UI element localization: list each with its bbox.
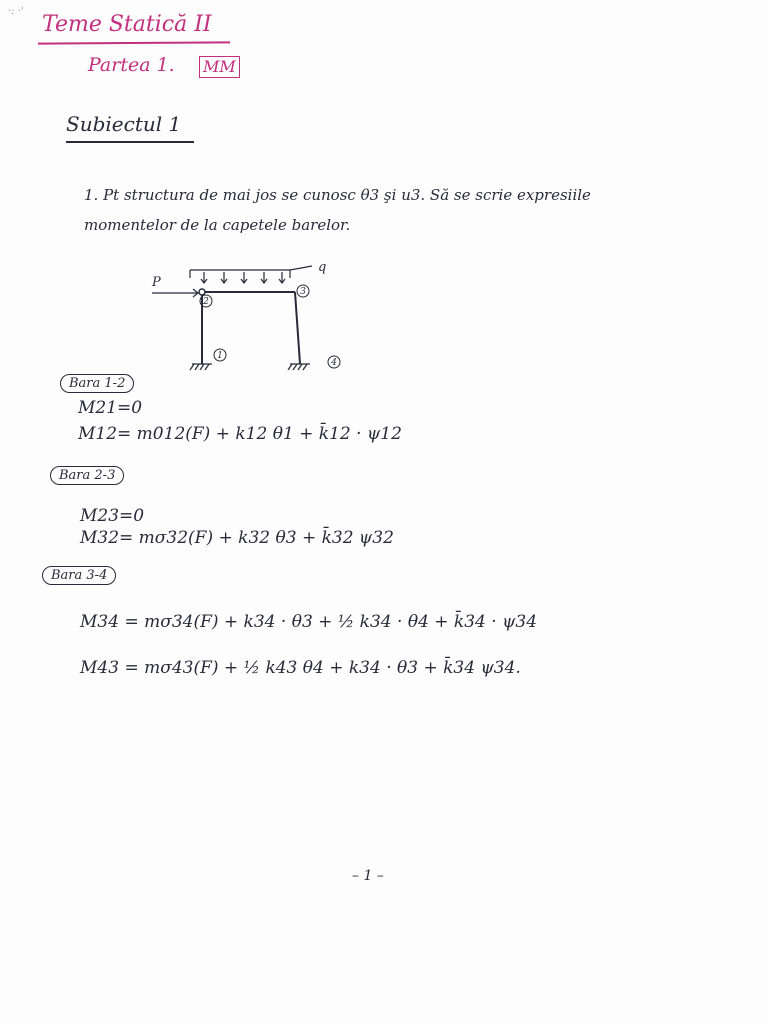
distributed-load-label: q bbox=[318, 260, 327, 275]
subtitle: Partea 1. bbox=[88, 54, 175, 76]
subtitle-boxed-label: MM bbox=[199, 56, 240, 78]
page-number: – 1 – bbox=[352, 868, 384, 884]
node-2-label: 2 bbox=[203, 297, 209, 307]
node-3-label: 3 bbox=[300, 287, 306, 297]
problem-statement-line-2: momentelor de la capetele barelor. bbox=[84, 216, 351, 234]
node-4-label: 4 bbox=[331, 358, 337, 368]
section-heading: Subiectul 1 bbox=[66, 112, 182, 136]
title-underline bbox=[38, 41, 230, 44]
equation-m12: M12= m012(F) + k12 θ1 + k̄12 · ψ12 bbox=[78, 424, 402, 444]
section-underline bbox=[66, 141, 194, 143]
load-label-leader bbox=[290, 266, 312, 270]
distributed-load-arrows bbox=[201, 272, 285, 283]
fixed-support-4 bbox=[288, 364, 310, 370]
column-3-4 bbox=[295, 292, 300, 364]
corner-marks: ·: ·' bbox=[8, 6, 24, 17]
page-title: Teme Statică II bbox=[42, 12, 212, 37]
bar-2-3-tag: Bara 2-3 bbox=[50, 466, 124, 485]
fixed-support-1 bbox=[190, 364, 212, 370]
equation-m43: M43 = mσ43(F) + ½ k43 θ4 + k34 · θ3 + k̄34 ψ34. bbox=[80, 658, 521, 678]
node-1-label: 1 bbox=[217, 351, 223, 361]
hinge-node-2 bbox=[199, 289, 205, 295]
equation-m32: M32= mσ32(F) + k32 θ3 + k̄32 ψ32 bbox=[80, 528, 394, 548]
frame-structure-diagram bbox=[140, 252, 360, 382]
equation-m34: M34 = mσ34(F) + k34 · θ3 + ½ k34 · θ4 + k̄34 · ψ34 bbox=[80, 612, 538, 632]
equation-m21: M21=0 bbox=[78, 398, 143, 418]
point-load-arrow bbox=[152, 289, 198, 297]
bar-1-2-tag: Bara 1-2 bbox=[60, 374, 134, 393]
problem-statement-line-1: 1. Pt structura de mai jos se cunosc θ3 şi u3. Să se scrie expresiile bbox=[84, 186, 591, 204]
equation-m23: M23=0 bbox=[80, 506, 145, 526]
bar-3-4-tag: Bara 3-4 bbox=[42, 566, 116, 585]
point-load-label: P bbox=[152, 275, 161, 290]
